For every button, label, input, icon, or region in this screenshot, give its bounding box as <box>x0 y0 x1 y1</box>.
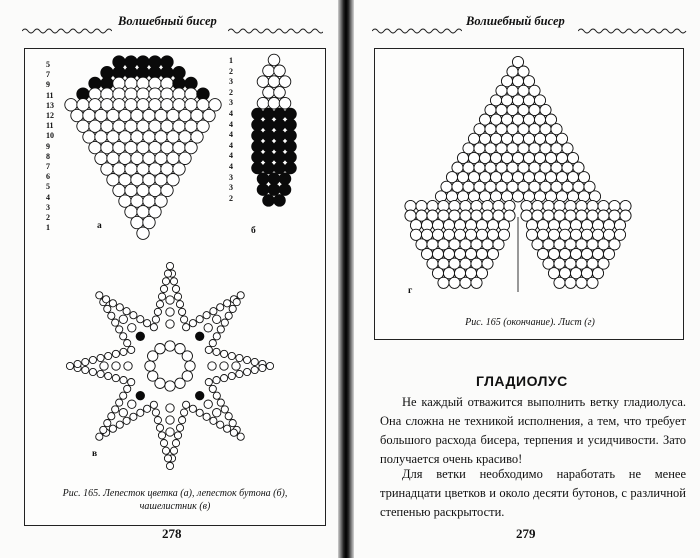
bead <box>105 352 112 359</box>
bead <box>183 324 190 331</box>
bead <box>166 296 174 304</box>
bead <box>120 348 127 355</box>
bead <box>274 119 286 131</box>
bead <box>274 141 286 153</box>
bead <box>274 65 286 77</box>
bead <box>257 76 269 88</box>
bead <box>285 119 297 131</box>
bead <box>150 324 157 331</box>
bead <box>162 447 169 454</box>
bead <box>97 370 104 377</box>
bead <box>100 426 107 433</box>
bead <box>175 378 185 388</box>
bead <box>274 87 286 99</box>
bead <box>160 440 167 447</box>
figure-caption-left: Рис. 165. Лепесток цветка (а), лепесток бутона (б), чашелистник (в) <box>62 488 288 512</box>
bead <box>438 277 449 288</box>
bead <box>166 308 174 316</box>
header-ornament-left-2 <box>372 26 462 36</box>
bead <box>164 455 171 462</box>
bead <box>237 433 244 440</box>
bead <box>103 296 110 303</box>
left-page-header: Волшебный бисер <box>118 14 217 28</box>
bead <box>285 162 297 174</box>
bead <box>285 130 297 142</box>
bead <box>148 371 158 381</box>
bead <box>213 315 221 323</box>
bead <box>89 356 96 363</box>
bead <box>174 293 181 300</box>
bead <box>268 97 280 109</box>
bead <box>155 344 165 354</box>
sepal-star-diagram <box>60 258 280 478</box>
bead <box>112 406 119 413</box>
bead <box>576 277 587 288</box>
bead <box>165 381 175 391</box>
bead <box>213 409 221 417</box>
bead <box>119 409 127 417</box>
bead <box>268 54 280 66</box>
bead <box>257 184 269 196</box>
bead <box>257 97 269 109</box>
figure-v-label: в <box>92 449 98 459</box>
bead <box>263 195 275 207</box>
bead <box>189 320 196 327</box>
bead <box>156 424 163 431</box>
bead <box>196 332 204 340</box>
bead <box>209 340 216 347</box>
bead <box>108 312 115 319</box>
bead <box>137 227 149 239</box>
bead <box>130 413 137 420</box>
bead <box>116 399 123 406</box>
bead <box>213 333 220 340</box>
bead <box>196 316 203 323</box>
bead <box>162 278 169 285</box>
bead <box>96 292 103 299</box>
bead <box>176 301 183 308</box>
bead <box>166 320 174 328</box>
leaf-diagram <box>398 52 638 302</box>
bead <box>279 184 291 196</box>
book-spine <box>338 0 354 558</box>
bead <box>203 413 210 420</box>
bead <box>205 379 212 386</box>
bead <box>232 362 240 370</box>
bead <box>274 151 286 163</box>
bead <box>124 362 132 370</box>
bead <box>263 130 275 142</box>
bead <box>181 316 188 323</box>
bead <box>259 364 266 371</box>
bead <box>179 417 186 424</box>
bead <box>166 462 173 469</box>
bead <box>274 108 286 120</box>
bead <box>119 315 127 323</box>
page-number-right: 279 <box>516 526 536 541</box>
bead <box>266 362 273 369</box>
bead <box>229 305 236 312</box>
bead <box>196 392 204 400</box>
bead <box>220 362 228 370</box>
section-title: ГЛАДИОЛУС <box>476 373 568 389</box>
bead <box>263 119 275 131</box>
bead <box>233 299 240 306</box>
bead <box>120 377 127 384</box>
bead <box>230 429 237 436</box>
bead <box>112 350 119 357</box>
petal-flower-diagram <box>58 50 228 240</box>
bead <box>112 375 119 382</box>
page-number-left: 278 <box>162 526 182 541</box>
header-ornament-right-2 <box>578 26 688 36</box>
bead <box>471 277 482 288</box>
bead <box>244 368 251 375</box>
bead <box>274 195 286 207</box>
bead <box>144 405 151 412</box>
bead <box>128 324 136 332</box>
bead <box>224 425 231 432</box>
bead <box>204 324 212 332</box>
bead <box>225 312 232 319</box>
bead <box>263 65 275 77</box>
bead <box>181 409 188 416</box>
bead <box>156 301 163 308</box>
bead <box>263 108 275 120</box>
figure-caption-right: Рис. 165 (окончание). Лист (г) <box>465 317 595 328</box>
bead <box>587 277 598 288</box>
bead <box>217 399 224 406</box>
bead <box>210 308 217 315</box>
bead <box>229 420 236 427</box>
bead <box>137 316 144 323</box>
bead <box>183 401 190 408</box>
bead <box>74 360 81 367</box>
figure-a-label: а <box>97 221 102 231</box>
bead <box>217 326 224 333</box>
bead <box>268 173 280 185</box>
bead <box>128 346 135 353</box>
bead <box>108 413 115 420</box>
bead <box>150 401 157 408</box>
bead <box>252 119 264 131</box>
bead <box>145 361 155 371</box>
bead <box>285 141 297 153</box>
bead <box>120 392 127 399</box>
bead <box>166 428 174 436</box>
bead <box>236 354 243 361</box>
bead <box>104 305 111 312</box>
bead <box>154 417 161 424</box>
bead <box>166 416 174 424</box>
bead <box>274 130 286 142</box>
bead <box>170 278 177 285</box>
bead <box>185 361 195 371</box>
bead <box>251 358 258 365</box>
bead <box>176 424 183 431</box>
bead <box>213 348 220 355</box>
figure-g-label: г <box>408 286 413 296</box>
bead <box>116 421 123 428</box>
bead <box>252 151 264 163</box>
bead <box>120 333 127 340</box>
bead <box>221 406 228 413</box>
bead <box>263 141 275 153</box>
body-paragraph-2: Для ветки необходимо наработать не менее тринадцати цветков и около десяти бутонов, с различной степенью раскрытости. <box>380 467 686 519</box>
bead <box>112 319 119 326</box>
bead <box>82 358 89 365</box>
bead <box>130 312 137 319</box>
bead <box>89 368 96 375</box>
bead <box>213 377 220 384</box>
bead <box>285 108 297 120</box>
bead <box>236 370 243 377</box>
row-counts-a: 5 7 9 11 13 12 11 10 9 8 7 6 5 4 3 2 1 <box>46 60 54 233</box>
bead <box>221 350 228 357</box>
figure-b-label: б <box>251 226 256 236</box>
bead <box>123 417 130 424</box>
bead <box>136 392 144 400</box>
body-paragraph-1: Не каждый отважится выполнить ветку гладиолуса. Она сложна не техникой исполнения, а тем, что требует большого расхода бисера, терпения и усидчивости. Зато получается очень красиво! <box>380 395 686 466</box>
bead <box>210 417 217 424</box>
bead <box>263 151 275 163</box>
bead <box>174 432 181 439</box>
bead <box>172 285 179 292</box>
bead <box>166 262 173 269</box>
right-page-header: Волшебный бисер <box>466 14 565 28</box>
bead <box>179 308 186 315</box>
bead <box>213 392 220 399</box>
bead <box>105 372 112 379</box>
bead <box>252 162 264 174</box>
bead <box>165 341 175 351</box>
bead <box>251 366 258 373</box>
bead <box>224 300 231 307</box>
bead <box>136 332 144 340</box>
bead <box>112 362 120 370</box>
bead <box>228 372 235 379</box>
bead <box>158 432 165 439</box>
bead <box>137 409 144 416</box>
bead <box>554 277 565 288</box>
bead <box>228 352 235 359</box>
bead <box>124 340 131 347</box>
bead <box>257 173 269 185</box>
bead <box>82 366 89 373</box>
bead <box>268 184 280 196</box>
bead <box>221 319 228 326</box>
bead <box>66 362 73 369</box>
bead <box>512 191 523 202</box>
bead <box>128 400 136 408</box>
bead <box>160 285 167 292</box>
bead <box>252 130 264 142</box>
bead <box>268 76 280 88</box>
bead <box>279 97 291 109</box>
bead <box>123 308 130 315</box>
bead <box>225 413 232 420</box>
bead <box>237 292 244 299</box>
header-ornament-left <box>22 26 112 36</box>
bead <box>116 304 123 311</box>
bead <box>208 362 216 370</box>
bead <box>205 346 212 353</box>
bead <box>252 141 264 153</box>
bead <box>158 293 165 300</box>
header-ornament-right <box>228 26 323 36</box>
bead <box>144 320 151 327</box>
bead <box>203 312 210 319</box>
bead <box>217 304 224 311</box>
bead <box>104 420 111 427</box>
bead <box>565 277 576 288</box>
bead <box>128 379 135 386</box>
bead <box>152 409 159 416</box>
bead <box>170 447 177 454</box>
bead <box>209 385 216 392</box>
bead <box>279 76 291 88</box>
bead <box>97 354 104 361</box>
petal-bud-diagram <box>246 50 306 220</box>
bead <box>252 108 264 120</box>
bead <box>279 173 291 185</box>
bead <box>221 375 228 382</box>
bead <box>274 162 286 174</box>
bead <box>285 151 297 163</box>
bead <box>217 421 224 428</box>
bead <box>109 425 116 432</box>
bead <box>263 87 275 99</box>
bead <box>166 404 174 412</box>
row-counts-b: 1 2 3 2 3 4 4 4 4 4 4 3 3 2 <box>229 56 233 203</box>
bead <box>172 440 179 447</box>
bead <box>109 300 116 307</box>
bead <box>204 400 212 408</box>
bead <box>124 385 131 392</box>
bead <box>164 270 171 277</box>
bead <box>189 405 196 412</box>
bead <box>96 433 103 440</box>
bead <box>116 326 123 333</box>
bead <box>100 362 108 370</box>
bead <box>196 409 203 416</box>
bead <box>263 162 275 174</box>
bead <box>154 308 161 315</box>
bead <box>182 351 192 361</box>
bead <box>449 277 460 288</box>
bead <box>152 316 159 323</box>
bead <box>460 277 471 288</box>
bead <box>244 356 251 363</box>
